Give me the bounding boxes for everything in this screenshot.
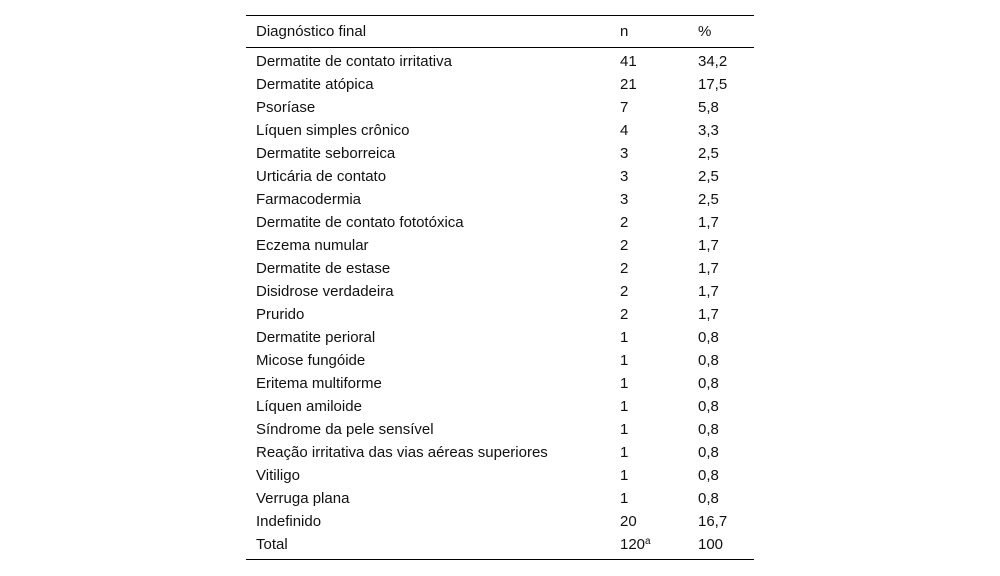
total-n (620, 533, 698, 560)
cell-percent: 0,8 (698, 398, 719, 415)
cell-diagnosis: Verruga plana (256, 490, 350, 507)
cell-n: 21 (620, 76, 637, 93)
table-row (246, 303, 754, 326)
table-row (246, 119, 754, 142)
table-row (246, 48, 754, 74)
cell-percent: 34,2 (698, 53, 728, 70)
cell-percent: 0,8 (698, 375, 719, 392)
cell-n: 1 (620, 444, 629, 461)
header-diagnosis: Diagnóstico final (256, 23, 367, 40)
total-percent: 100 (698, 536, 724, 553)
table-row (246, 326, 754, 349)
table-row (246, 142, 754, 165)
cell-percent: 0,8 (698, 421, 719, 438)
total-label: Total (256, 536, 288, 553)
cell-diagnosis: Dermatite de estase (256, 260, 391, 277)
cell-n: 1 (620, 490, 629, 507)
cell-n: 3 (620, 168, 629, 185)
cell-percent: 17,5 (698, 76, 728, 93)
cell-n: 1 (620, 467, 629, 484)
cell-diagnosis: Líquen simples crônico (256, 122, 410, 139)
cell-diagnosis: Síndrome da pele sensível (256, 421, 434, 438)
cell-percent: 3,3 (698, 122, 719, 139)
cell-diagnosis: Dermatite atópica (256, 76, 374, 93)
cell-n: 2 (620, 306, 629, 323)
cell-n: 1 (620, 421, 629, 438)
cell-percent: 2,5 (698, 168, 719, 185)
cell-percent: 0,8 (698, 490, 719, 507)
cell-percent: 5,8 (698, 99, 719, 116)
cell-percent: 16,7 (698, 513, 728, 530)
table-row (246, 257, 754, 280)
cell-n: 1 (620, 352, 629, 369)
table-row (246, 211, 754, 234)
table-row (246, 165, 754, 188)
cell-diagnosis: Eritema multiforme (256, 375, 382, 392)
cell-diagnosis: Reação irritativa das vias aéreas superiores (256, 444, 548, 461)
cell-percent: 0,8 (698, 352, 719, 369)
table-row (246, 464, 754, 487)
cell-diagnosis: Prurido (256, 306, 305, 323)
cell-diagnosis: Indefinido (256, 513, 322, 530)
cell-percent: 2,5 (698, 191, 719, 208)
table-row (246, 349, 754, 372)
cell-percent: 1,7 (698, 260, 719, 277)
cell-diagnosis: Vitiligo (256, 467, 300, 484)
cell-diagnosis: Psoríase (256, 99, 316, 116)
cell-diagnosis: Urticária de contato (256, 168, 387, 185)
table-row (246, 441, 754, 464)
cell-n: 1 (620, 375, 629, 392)
cell-diagnosis: Eczema numular (256, 237, 369, 254)
cell-n: 2 (620, 214, 629, 231)
table-row (246, 510, 754, 533)
cell-n: 20 (620, 513, 637, 530)
table-row (246, 395, 754, 418)
cell-percent: 1,7 (698, 214, 719, 231)
diagnosis-table-container (246, 15, 754, 560)
cell-n: 1 (620, 398, 629, 415)
cell-n: 41 (620, 53, 637, 70)
cell-diagnosis: Dermatite perioral (256, 329, 376, 346)
cell-n: 2 (620, 237, 629, 254)
cell-percent: 1,7 (698, 306, 719, 323)
cell-percent: 1,7 (698, 237, 719, 254)
table-row-total (246, 533, 754, 560)
header-row (246, 16, 754, 48)
table-row (246, 487, 754, 510)
table-row (246, 73, 754, 96)
cell-percent: 0,8 (698, 444, 719, 461)
cell-diagnosis: Farmacodermia (256, 191, 362, 208)
cell-diagnosis: Dermatite de contato irritativa (256, 53, 452, 70)
cell-diagnosis: Dermatite de contato fototóxica (256, 214, 464, 231)
table-header (246, 16, 754, 48)
table-body (246, 48, 754, 560)
table-row (246, 188, 754, 211)
cell-n: 4 (620, 122, 629, 139)
cell-diagnosis: Micose fungóide (256, 352, 366, 369)
cell-percent: 2,5 (698, 145, 719, 162)
diagnosis-table (246, 15, 754, 560)
header-percent: % (698, 23, 712, 40)
cell-n: 7 (620, 99, 629, 116)
table-row (246, 96, 754, 119)
table-row (246, 418, 754, 441)
cell-n: 3 (620, 145, 629, 162)
cell-diagnosis: Disidrose verdadeira (256, 283, 394, 300)
table-row (246, 372, 754, 395)
total-n-footnote-marker: a (645, 536, 651, 547)
table-row (246, 280, 754, 303)
cell-n: 3 (620, 191, 629, 208)
cell-n: 1 (620, 329, 629, 346)
cell-percent: 0,8 (698, 329, 719, 346)
cell-diagnosis: Dermatite seborreica (256, 145, 396, 162)
header-n: n (620, 23, 629, 40)
table-row (246, 234, 754, 257)
total-n-value: 120 (620, 536, 646, 553)
cell-n: 2 (620, 260, 629, 277)
cell-percent: 0,8 (698, 467, 719, 484)
cell-n: 2 (620, 283, 629, 300)
cell-diagnosis: Líquen amiloide (256, 398, 362, 415)
cell-percent: 1,7 (698, 283, 719, 300)
